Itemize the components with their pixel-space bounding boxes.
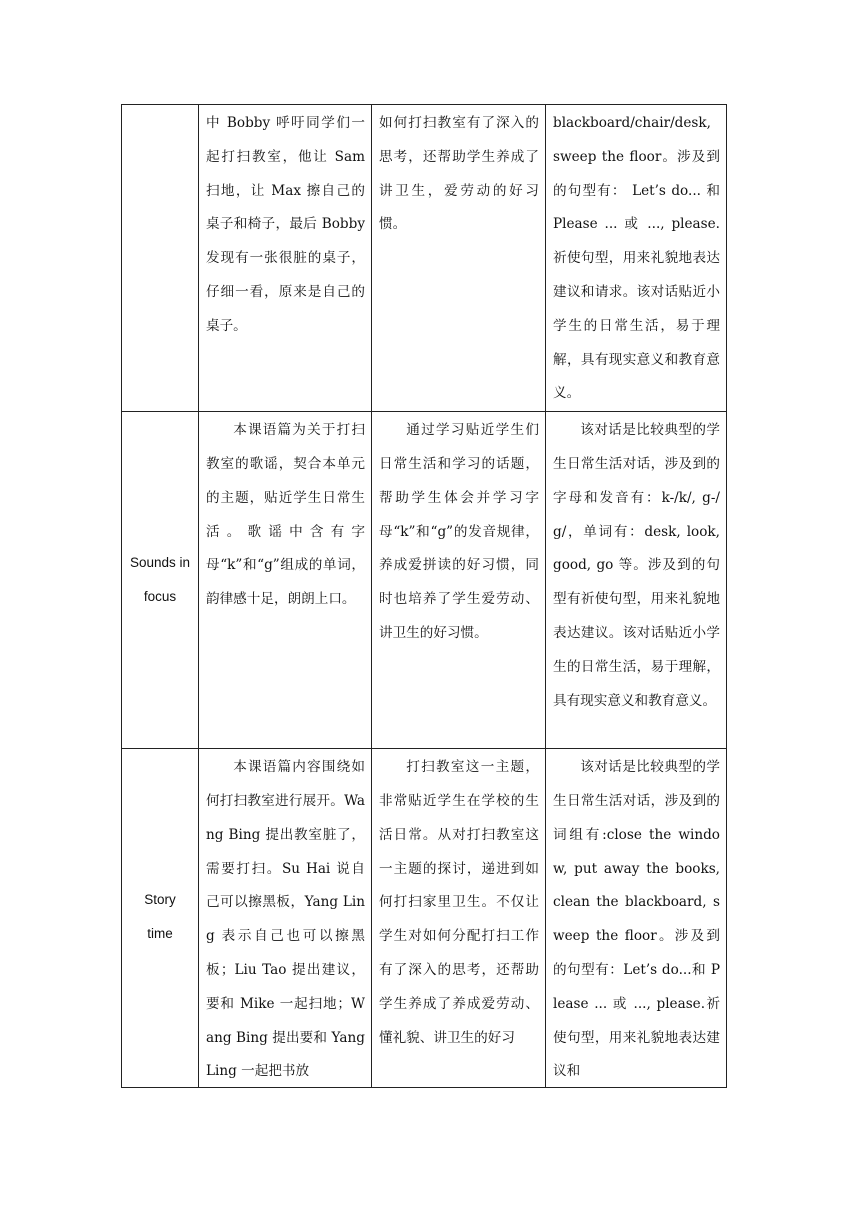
table-row [122,412,727,749]
language-cell [546,105,727,412]
row-label-cell [122,105,199,412]
row-label-line: Sounds in [129,555,191,571]
cell-text: 如何打扫教室有了深入的思考，还帮助学生养成了讲卫生，爱劳动的好习惯。 [379,115,539,233]
cell-text: 本课语篇内容围绕如何打扫教室进行展开。Wang Bing 提出教室脏了，需要打扫。Su Hai 说自己可以擦黑板，Yang Ling 表示自己也可以擦黑板；Liu Tao 提出建议，要和 Mike 一起扫地；Wang Bing 提出要和 Yang Ling 一起把书放 [206,759,365,1080]
row-label [122,883,198,951]
row-label-line: time [147,926,173,942]
row-label-cell [122,749,199,1088]
content-cell [199,105,372,412]
language-cell [546,412,727,749]
objective-cell [372,105,546,412]
objective-cell [372,749,546,1088]
table-row [122,749,727,1088]
cell-text: 打扫教室这一主题，非常贴近学生在学校的生活日常。从对打扫教室这一主题的探讨，递进到如何打扫家里卫生。不仅让学生对如何分配打扫工作有了深入的思考，还帮助学生养成了养成爱劳动、懂礼貌、讲卫生的好习 [379,759,539,1046]
cell-text: 本课语篇为关于打扫教室的歌谣，契合本单元的主题，贴近学生日常生活。歌谣中含有字母“k”和“g”组成的单词，韵律感十足，朗朗上口。 [206,422,365,608]
cell-text: 中 Bobby 呼吁同学们一起打扫教室，他让 Sam 扫地，让 Max 擦自己的桌子和椅子，最后 Bobby 发现有一张很脏的桌子，仔细一看，原来是自己的桌子。 [206,115,365,334]
table-row [122,105,727,412]
cell-text: 通过学习贴近学生们日常生活和学习的话题，帮助学生体会并学习字母“k”和“g”的发音规律，养成爱拼读的好习惯，同时也培养了学生爱劳动、讲卫生的好习惯。 [379,422,539,641]
row-label-cell [122,412,199,749]
content-cell [199,412,372,749]
objective-cell [372,412,546,749]
row-label-line: Story [144,892,176,908]
row-label-line: focus [143,589,177,605]
language-cell [546,749,727,1088]
cell-text: blackboard/chair/desk, sweep the floor。涉及到的句型有： Let’s do... 和 Please ... 或 ..., please.祈使句型，用来礼貌地表达建议和请求。该对话贴近小学生的日常生活，易于理解，具有现实意义和教育意义。 [553,115,720,402]
content-cell [199,749,372,1088]
cell-text: 该对话是比较典型的学生日常生活对话，涉及到的字母和发音有：k-/k/, g-/g/，单词有：desk, look, good, go 等。涉及到的句型有祈使句型，用来礼貌地表达建议。该对话贴近小学生的日常生活，易于理解，具有现实意义和教育意义。 [553,422,720,709]
row-label [122,546,198,614]
cell-text: 该对话是比较典型的学生日常生活对话，涉及到的词组有:close the window, put away the books, clean the blackboard, sweep the floor。涉及到的句型有：Let’s do...和 Please ... 或 ..., please.祈使句型，用来礼貌地表达建议和 [553,759,720,1080]
analysis-table [121,104,727,1088]
